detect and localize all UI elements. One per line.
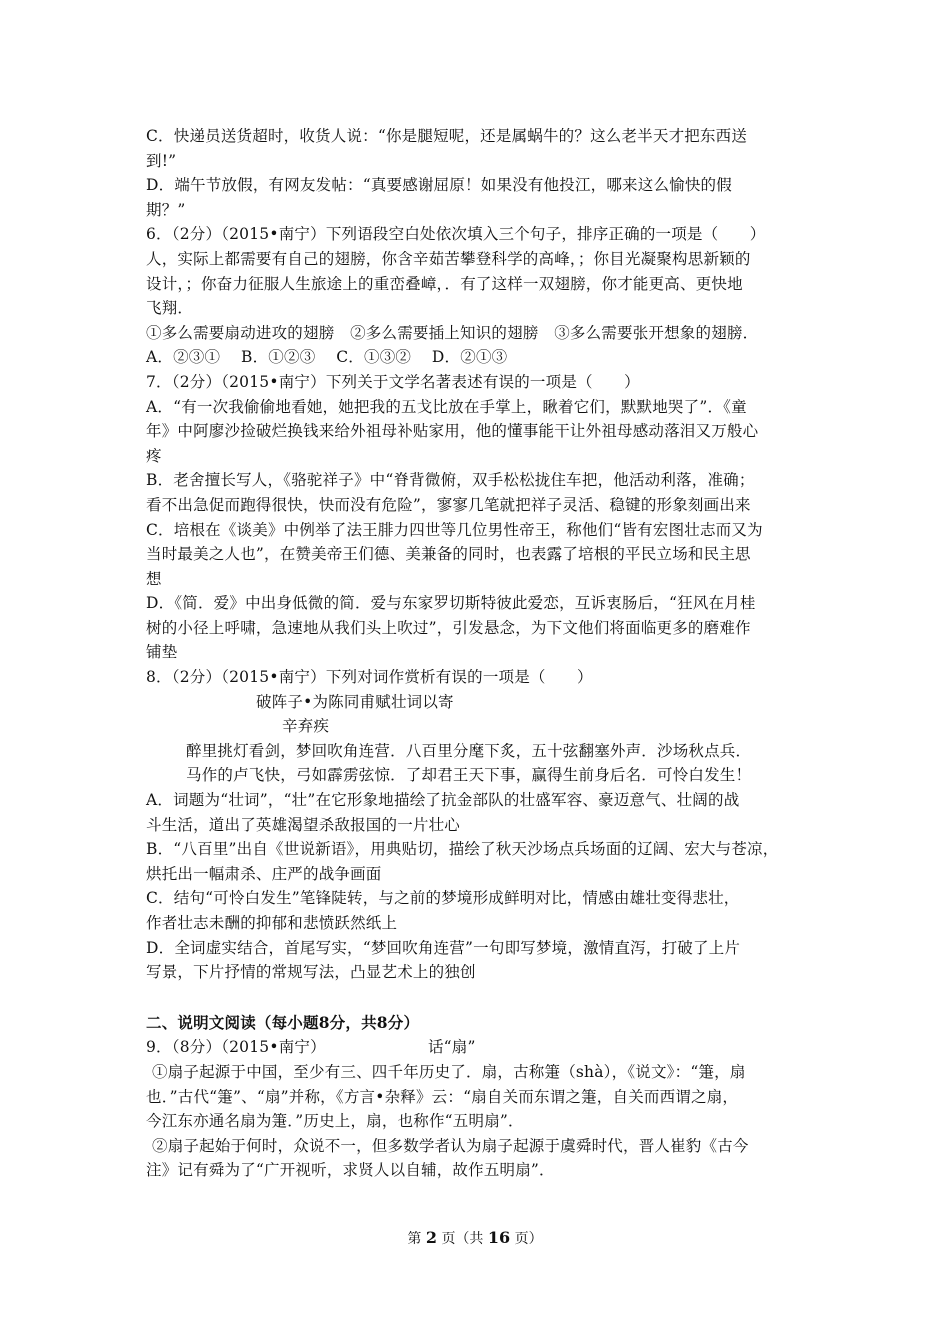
q8-option-b-line2: 烘托出一幅肃杀、庄严的战争画面	[146, 864, 382, 883]
q5-option-d-line2: 期？”	[146, 200, 186, 219]
poem-author: 辛弃疾	[282, 717, 330, 736]
q9-para1-line2: 也．”古代“箑”、“扇”并称，《方言•杂释》云：“扇自关而东谓之箑，自关而西谓之扇，	[146, 1087, 739, 1106]
poem-title: 破阵子•为陈同甫赋壮词以寄	[256, 692, 454, 711]
q9-para1-line3: 今江东亦通名扇为箑．”历史上，扇，也称作“五明扇”．	[146, 1112, 524, 1131]
footer-page-number: 2	[425, 1228, 437, 1247]
q5-option-c-line1: C．快递员送货超时，收货人说：“你是腿短呢，还是属蜗牛的？这么老半天才把东西送	[146, 127, 748, 145]
q9-stem: 9．（8分）（2015•南宁） 话“扇”	[146, 1038, 476, 1057]
q7-option-b-line1: B．老舍擅长写人，《骆驼祥子》中“脊背微俯，双手松松拢住车把，他活动利落，准确；	[146, 471, 755, 490]
q7-option-a-line3: 疼	[146, 446, 162, 465]
q7-option-d-line1: D．《简．爱》中出身低微的简．爱与东家罗切斯特彼此爱恋，互诉衷肠后，“狂风在月桂	[146, 594, 756, 613]
q8-option-c-line2: 作者壮志未酬的抑郁和悲愤跃然纸上	[146, 914, 398, 932]
footer-prefix: 第	[407, 1231, 422, 1247]
q7-stem: 7．（2分）（2015•南宁）下列关于文学名著表述有误的一项是（ ）	[146, 372, 640, 391]
q8-option-a-line2: 斗生活，道出了英雄渴望杀敌报国的一片壮心	[146, 815, 461, 834]
q5-option-d-line1: D．端午节放假，有网友发帖：“真要感谢屈原！如果没有他投江，哪来这么愉快的假	[146, 176, 732, 195]
section-spacer	[146, 985, 822, 1011]
q5-option-c-line2: 到!”	[146, 151, 177, 170]
q7-option-c-line3: 想	[146, 569, 162, 588]
q6-passage-line2: 设计，；你奋力征服人生旅途上的重峦叠嶂，．有了这样一双翅膀，你才能更高、更快地	[146, 274, 743, 293]
q7-option-a-line1: A．“有一次我偷偷地看她，她把我的五戈比放在手掌上，瞅着它们，默默地哭了”．《童	[146, 397, 747, 416]
footer-middle: 页（共	[441, 1231, 484, 1247]
q7-option-d-line2: 树的小径上呼啸，急速地从我们头上吹过”，引发悬念，为下文他们将面临更多的磨难作	[146, 618, 751, 637]
q6-passage-line3: 飞翔．	[146, 299, 194, 318]
q6-options: A．②③① B．①②③ C．①③② D．②①③	[146, 348, 508, 367]
poem-verse-2: 马作的卢飞快，弓如霹雳弦惊．了却君王天下事，赢得生前身后名．可怜白发生！	[186, 766, 752, 785]
q7-option-d-line3: 铺垫	[146, 643, 178, 662]
q6-sentences: ①多么需要扇动进攻的翅膀 ②多么需要插上知识的翅膀 ③多么需要张开想象的翅膀．	[146, 323, 759, 342]
q8-option-d-line2: 写景，下片抒情的常规写法，凸显艺术上的独创	[146, 963, 476, 982]
q8-option-c-line1: C．结句“可怜白发生”笔锋陡转，与之前的梦境形成鲜明对比，情感由雄壮变得悲壮，	[146, 889, 740, 908]
q9-para1-line1: ①扇子起源于中国，至少有三、四千年历史了．扇，古称箑（shà），《说文》：“箑，扇	[152, 1062, 746, 1081]
page-footer	[0, 1228, 950, 1248]
q8-option-d-line1: D．全词虚实结合，首尾写实，“梦回吹角连营”一句即写梦境，激情直泻，打破了上片	[146, 938, 741, 957]
q9-para2-line1: ②扇子起始于何时，众说不一，但多数学者认为扇子起源于虞舜时代，晋人崔豹《古今	[152, 1136, 749, 1155]
q6-stem: 6．（2分）（2015•南宁）下列语段空白处依次填入三个句子，排序正确的一项是（ ）	[146, 225, 766, 244]
q9-para2-line2: 注》记有舜为了“广开视听，求贤人以自辅，故作五明扇”．	[146, 1161, 555, 1180]
page-body	[146, 124, 822, 1183]
q7-option-c-line1: C．培根在《谈美》中例举了法王腓力四世等几位男性帝王，称他们“皆有宏图壮志而又为	[146, 520, 763, 539]
q8-option-b-line1: B．“八百里”出自《世说新语》，用典贴切，描绘了秋天沙场点兵场面的辽阔、宏大与苍凉，	[146, 840, 779, 859]
footer-total-pages: 16	[487, 1228, 511, 1247]
q8-stem: 8．（2分）（2015•南宁）下列对词作赏析有误的一项是（ ）	[146, 668, 593, 687]
poem-verse-1: 醉里挑灯看剑，梦回吹角连营．八百里分麾下炙，五十弦翻塞外声．沙场秋点兵．	[186, 741, 752, 760]
q7-option-b-line2: 看不出急促而跑得很快，快而没有危险”，寥寥几笔就把祥子灵活、稳键的形象刻画出来	[146, 495, 751, 514]
q8-option-a-line1: A．词题为“壮词”，“壮”在它形象地描绘了抗金部队的壮盛军容、豪迈意气、壮阔的战	[146, 791, 740, 810]
section-heading: 二、说明文阅读（每小题8分，共8分）	[146, 1012, 420, 1032]
q7-option-c-line2: 当时最美之人也”，在赞美帝王们德、美兼备的同时，也表露了培根的平民立场和民主思	[146, 545, 751, 564]
footer-suffix: 页）	[514, 1231, 543, 1247]
q7-option-a-line2: 年》中阿廖沙捡破烂换钱来给外祖母补贴家用，他的懂事能干让外祖母感动落泪又万般心	[146, 422, 759, 441]
q6-passage-line1: 人，实际上都需要有自己的翅膀，你含辛茹苦攀登科学的高峰，；你目光凝聚构思新颖的	[146, 249, 751, 268]
